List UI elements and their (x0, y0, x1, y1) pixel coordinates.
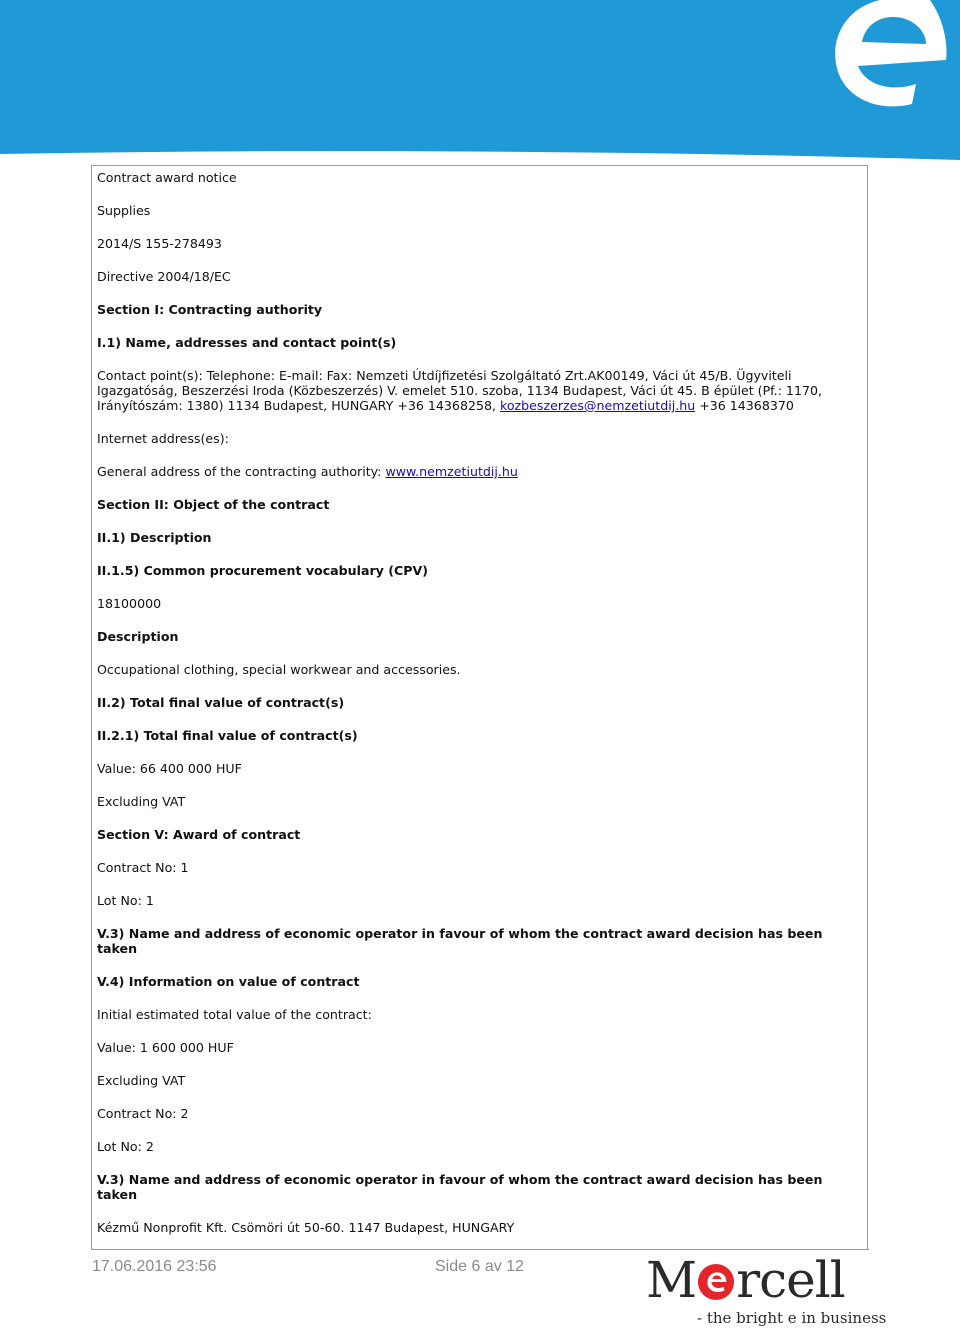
paragraph: Contract award notice (97, 170, 237, 185)
section-heading: Section V: Award of contract (97, 827, 301, 842)
section-heading: Description (97, 629, 179, 644)
header-banner (0, 0, 960, 165)
section-heading: I.1) Name, addresses and contact point(s) (97, 335, 397, 350)
section-heading: II.1) Description (97, 530, 212, 545)
logo-tagline: - the bright e in business (697, 1309, 887, 1327)
paragraph: Supplies (97, 203, 151, 218)
banner-graphic (0, 0, 960, 165)
logo-letters-rcell: rcell (736, 1251, 845, 1309)
internet-address-label: Internet address(es): (97, 431, 229, 446)
logo-e-icon (697, 1263, 735, 1301)
email-link[interactable]: kozbeszerzes@nemzetiutdij.hu (500, 398, 696, 413)
footer-page-number: Side 6 av 12 (435, 1258, 524, 1275)
fax-number: +36 14368370 (695, 398, 794, 413)
paragraph: 18100000 (97, 596, 162, 611)
section-heading: II.1.5) Common procurement vocabulary (CPV) (97, 563, 428, 578)
section-heading: V.4) Information on value of contract (97, 974, 360, 989)
paragraph: 2014/S 155-278493 (97, 236, 222, 251)
section-heading: V.3) Name and address of economic operator in favour of whom the contract award decision has been taken (97, 1172, 823, 1202)
website-link[interactable]: www.nemzetiutdij.hu (385, 464, 518, 479)
paragraph: Occupational clothing, special workwear and accessories. (97, 662, 461, 677)
paragraph: Value: 66 400 000 HUF (97, 761, 242, 776)
paragraph: Lot No: 1 (97, 893, 154, 908)
paragraph: Excluding VAT (97, 1073, 186, 1088)
paragraph: Value: 1 600 000 HUF (97, 1040, 234, 1055)
logo-wordmark (646, 1252, 845, 1308)
document-frame (91, 165, 868, 1249)
general-address-label: General address of the contracting authority: (97, 464, 386, 479)
section-heading: Section II: Object of the contract (97, 497, 330, 512)
general-address (97, 464, 859, 479)
paragraph: Excluding VAT (97, 794, 186, 809)
section-heading: V.3) Name and address of economic operator in favour of whom the contract award decision has been taken (97, 926, 823, 956)
footer-timestamp: 17.06.2016 23:56 (92, 1258, 217, 1275)
paragraph: Kézmű Nonprofit Kft. Csömöri út 50-60. 1147 Budapest, HUNGARY (97, 1220, 515, 1235)
section-heading: II.2) Total final value of contract(s) (97, 695, 345, 710)
paragraph: Lot No: 2 (97, 1139, 154, 1154)
section-heading: II.2.1) Total final value of contract(s) (97, 728, 358, 743)
contact-text: Contact point(s): Telephone: E-mail: Fax: Nemzeti Útdíjfizetési Szolgáltató Zrt.AK00149, Váci út 45/B. Ügyviteli Igazgatóság, Beszerzési Iroda (Közbeszerzés) V. emelet 510. szoba, 1134 Budapest, Váci út 45. B épület (Pf.: 1170, Irányítószám: 1380) 1134 Budapest, HUNGARY +36 14368258, (97, 368, 822, 413)
marcell-logo (642, 1251, 887, 1329)
paragraph: Initial estimated total value of the contract: (97, 1007, 372, 1022)
footer-divider (91, 1249, 869, 1250)
paragraph: Directive 2004/18/EC (97, 269, 231, 284)
paragraph: Contract No: 2 (97, 1106, 189, 1121)
contact-points (97, 368, 859, 413)
document-content (97, 170, 859, 1249)
logo-letter-m: M (646, 1251, 697, 1309)
paragraph: Contract No: 1 (97, 860, 189, 875)
section-heading: Section I: Contracting authority (97, 302, 323, 317)
